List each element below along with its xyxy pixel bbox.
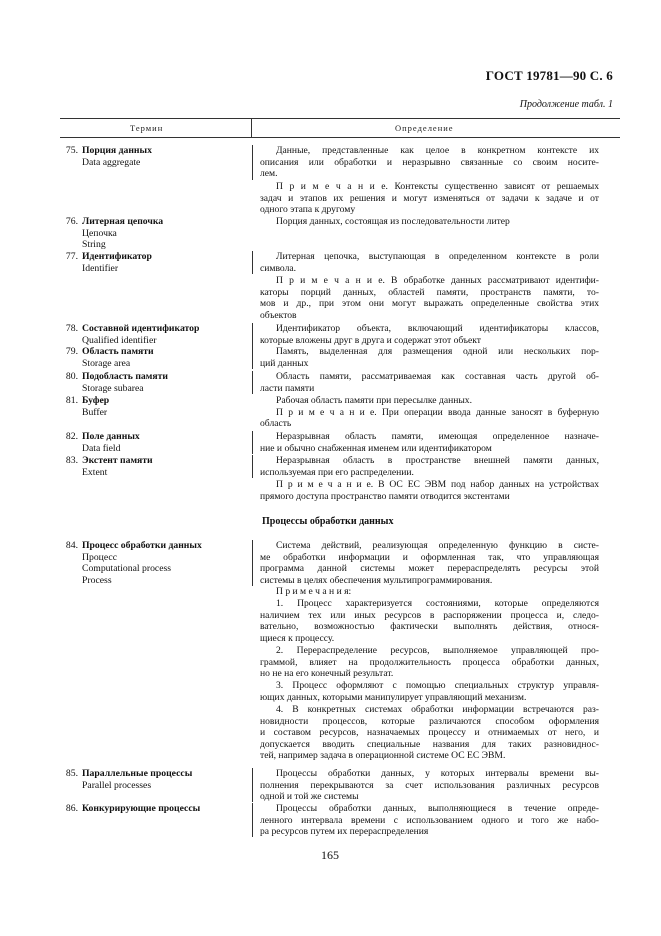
term-number: 77. — [65, 251, 78, 262]
term-name: Параллельные процессы — [82, 768, 193, 779]
definition-line: описания или обработки и неразрывно связанные со своим носите- — [260, 156, 599, 168]
definition-line: Порция данных, состоящая из последовательности литер — [276, 216, 510, 227]
definition-line: ющих данных, которыми манипулирует управляющий механизм. — [260, 691, 527, 703]
term-number: 76. — [65, 216, 78, 227]
definition-line: область — [260, 418, 292, 430]
definition-line: граммой, влияет на продолжительность процесса обработки данных, — [260, 656, 599, 668]
definition-line: задач и этапов их решения и могут изменяться от задачи к задаче и от — [260, 192, 599, 204]
term-number: 78. — [65, 323, 78, 334]
term-name: Составной идентификатор — [82, 323, 200, 334]
term-synonym: Parallel processes — [82, 779, 152, 791]
definition-bracket — [252, 431, 253, 454]
definition-line: которые вложены друг в друга и содержат этот объект — [260, 334, 481, 346]
term-number: 85. — [65, 768, 78, 779]
term-synonym: Процесс — [82, 551, 118, 563]
term-name: Порция данных — [82, 145, 152, 156]
definition-line: Область памяти, рассматриваемая как составная часть другой об- — [276, 371, 599, 382]
definition-line: наличием тех или иных ресурсов в распоряжении процесса и, следо- — [260, 609, 599, 621]
term-synonym: Computational process — [82, 563, 172, 574]
column-divider — [251, 119, 252, 137]
definition-line: символа. — [260, 262, 297, 274]
term-synonym: Process — [82, 574, 112, 586]
definition-line: Идентификатор объекта, включающий идентификаторы классов, — [276, 323, 599, 334]
definition-bracket — [252, 803, 253, 837]
definition-line: одного этапа к другому — [260, 204, 356, 216]
definition-line: используемая при его распределении. — [260, 466, 414, 478]
term-number: 84. — [65, 540, 78, 551]
definition-line: Неразрывная область памяти, имеющая определенное назначе- — [276, 431, 599, 442]
definition-line: ние и обычно снабженная именем или идентификатором — [260, 442, 492, 454]
definition-line: щиеся к процессу. — [260, 633, 335, 644]
definition-line: мов и др., при этом они могут выражать определенные свойства этих — [260, 298, 599, 310]
definition-line: Процессы обработки данных, выполняющиеся в течение опреде- — [276, 803, 599, 814]
definition-line: ме обработки информации и оформленная так, что управляющая — [260, 551, 599, 563]
definition-line: ций данных — [260, 357, 309, 369]
term-synonym: String — [82, 239, 106, 250]
term-name: Идентификатор — [82, 251, 152, 262]
term-synonym: Data aggregate — [82, 156, 141, 168]
definition-line: тей, например задача в операционной системе ОС ЕС ЭВМ. — [260, 750, 506, 762]
term-number: 86. — [65, 803, 78, 814]
definition-line: П р и м е ч а н и е. В обработке данных рассматривают идентифи- — [276, 275, 599, 286]
definition-bracket — [252, 768, 253, 802]
column-header-definition: Определение — [395, 123, 454, 133]
definition-line: одной и той же системы — [260, 791, 359, 803]
term-number: 80. — [65, 371, 78, 382]
term-number: 79. — [65, 346, 78, 357]
term-synonym: Extent — [82, 466, 108, 478]
definition-line: 1. Процесс характеризуется состояниями, которые определяются — [276, 598, 599, 610]
definition-line: Литерная цепочка, выступающая в определенном контексте в роли — [276, 251, 599, 262]
section-heading: Процессы обработки данных — [262, 516, 394, 527]
term-synonym: Buffer — [82, 406, 108, 418]
definition-line: прямого доступа пространство памяти отводится экстентами — [260, 490, 510, 502]
term-number: 83. — [65, 455, 78, 466]
term-number: 75. — [65, 145, 78, 156]
definition-line: П р и м е ч а н и е. Контексты существенно зависят от решаемых — [276, 181, 599, 192]
term-number: 81. — [65, 395, 78, 406]
definition-bracket — [252, 371, 253, 394]
definition-line: 2. Перераспределение ресурсов, выполняемое управляющей про- — [276, 645, 599, 656]
column-header-term: Термин — [130, 123, 164, 133]
term-name: Процесс обработки данных — [82, 540, 202, 551]
definition-line: ленного интервала времени с использованием одного и того же набо- — [260, 814, 599, 826]
table-continuation-label: Продолжение табл. 1 — [519, 99, 613, 110]
definition-line: Данные, представленные как целое в конкретном контексте их — [276, 145, 599, 156]
definition-bracket — [252, 323, 253, 346]
term-synonym: Storage subarea — [82, 382, 144, 394]
definition-line: допускается вводить специальные названия для таких разновиднос- — [260, 738, 599, 750]
term-synonym: Цепочка — [82, 227, 117, 239]
definition-line: Рабочая область памяти при пересылке данных. — [276, 395, 472, 406]
definition-line: П р и м е ч а н и е. В ОС ЕС ЭВМ под набор данных на устройствах — [276, 479, 599, 490]
definition-line: программа данной системы может перераспределять ресурсы этой — [260, 563, 599, 575]
definition-line: Память, выделенная для размещения одной или нескольких пор- — [276, 346, 599, 357]
definition-bracket — [252, 540, 253, 586]
definition-line: системы в целях обеспечения мультипрограммирования. — [260, 574, 493, 586]
term-name: Конкурирующие процессы — [82, 803, 201, 814]
definition-line: Процессы обработки данных, у которых интервалы времени вы- — [276, 768, 599, 779]
table-top-rule — [60, 118, 620, 119]
definition-line: Неразрывная область в пространстве внешней памяти данных, — [276, 455, 599, 466]
term-name: Экстент памяти — [82, 455, 153, 466]
definition-bracket — [252, 145, 253, 180]
term-synonym: Qualified identifier — [82, 334, 157, 346]
definition-line: лем. — [260, 168, 278, 180]
definition-line: 4. В конкретных системах обработки информации встречаются раз- — [276, 704, 599, 715]
definition-line: объектов — [260, 309, 297, 321]
term-name: Подобласть памяти — [82, 371, 168, 382]
table-header-rule — [60, 137, 620, 138]
definition-line: полнения перекрываются за счет использования различных ресурсов — [260, 779, 599, 791]
definition-line: но не на его конечный результат. — [260, 668, 394, 680]
definition-line: и составом ресурсов, назначаемых процессу и отнимаемых от него, и — [260, 727, 599, 739]
definition-line: ласти памяти — [260, 382, 315, 394]
definition-line: новидности процессов, которые различаются способом оформления — [260, 715, 599, 727]
definition-line: П р и м е ч а н и е. При операции ввода данные заносят в буферную — [276, 406, 599, 418]
term-name: Поле данных — [82, 431, 140, 442]
definition-line: вательно, возможностью фактически выполнять действия, относя- — [260, 621, 599, 633]
term-name: Область памяти — [82, 346, 154, 357]
definition-line: Система действий, реализующая определенную функцию в систе- — [276, 540, 599, 551]
definition-bracket — [252, 455, 253, 478]
definition-bracket — [252, 346, 253, 369]
definition-line: каторы порций данных, областей памяти, пространств памяти, то- — [260, 286, 599, 298]
definition-bracket — [252, 251, 253, 274]
term-synonym: Identifier — [82, 262, 119, 274]
term-synonym: Data field — [82, 442, 121, 454]
page-number: 165 — [321, 848, 339, 862]
definition-line: ра ресурсов путем их перераспределения — [260, 826, 429, 838]
term-synonym: Storage area — [82, 357, 131, 369]
term-name: Буфер — [82, 395, 110, 406]
definition-line: П р и м е ч а н и я: — [276, 586, 352, 598]
document-header: ГОСТ 19781—90 С. 6 — [485, 68, 613, 83]
definition-line: 3. Процесс оформляют с помощью специальных структур управля- — [276, 680, 599, 692]
term-number: 82. — [65, 431, 78, 442]
term-name: Литерная цепочка — [82, 216, 164, 227]
